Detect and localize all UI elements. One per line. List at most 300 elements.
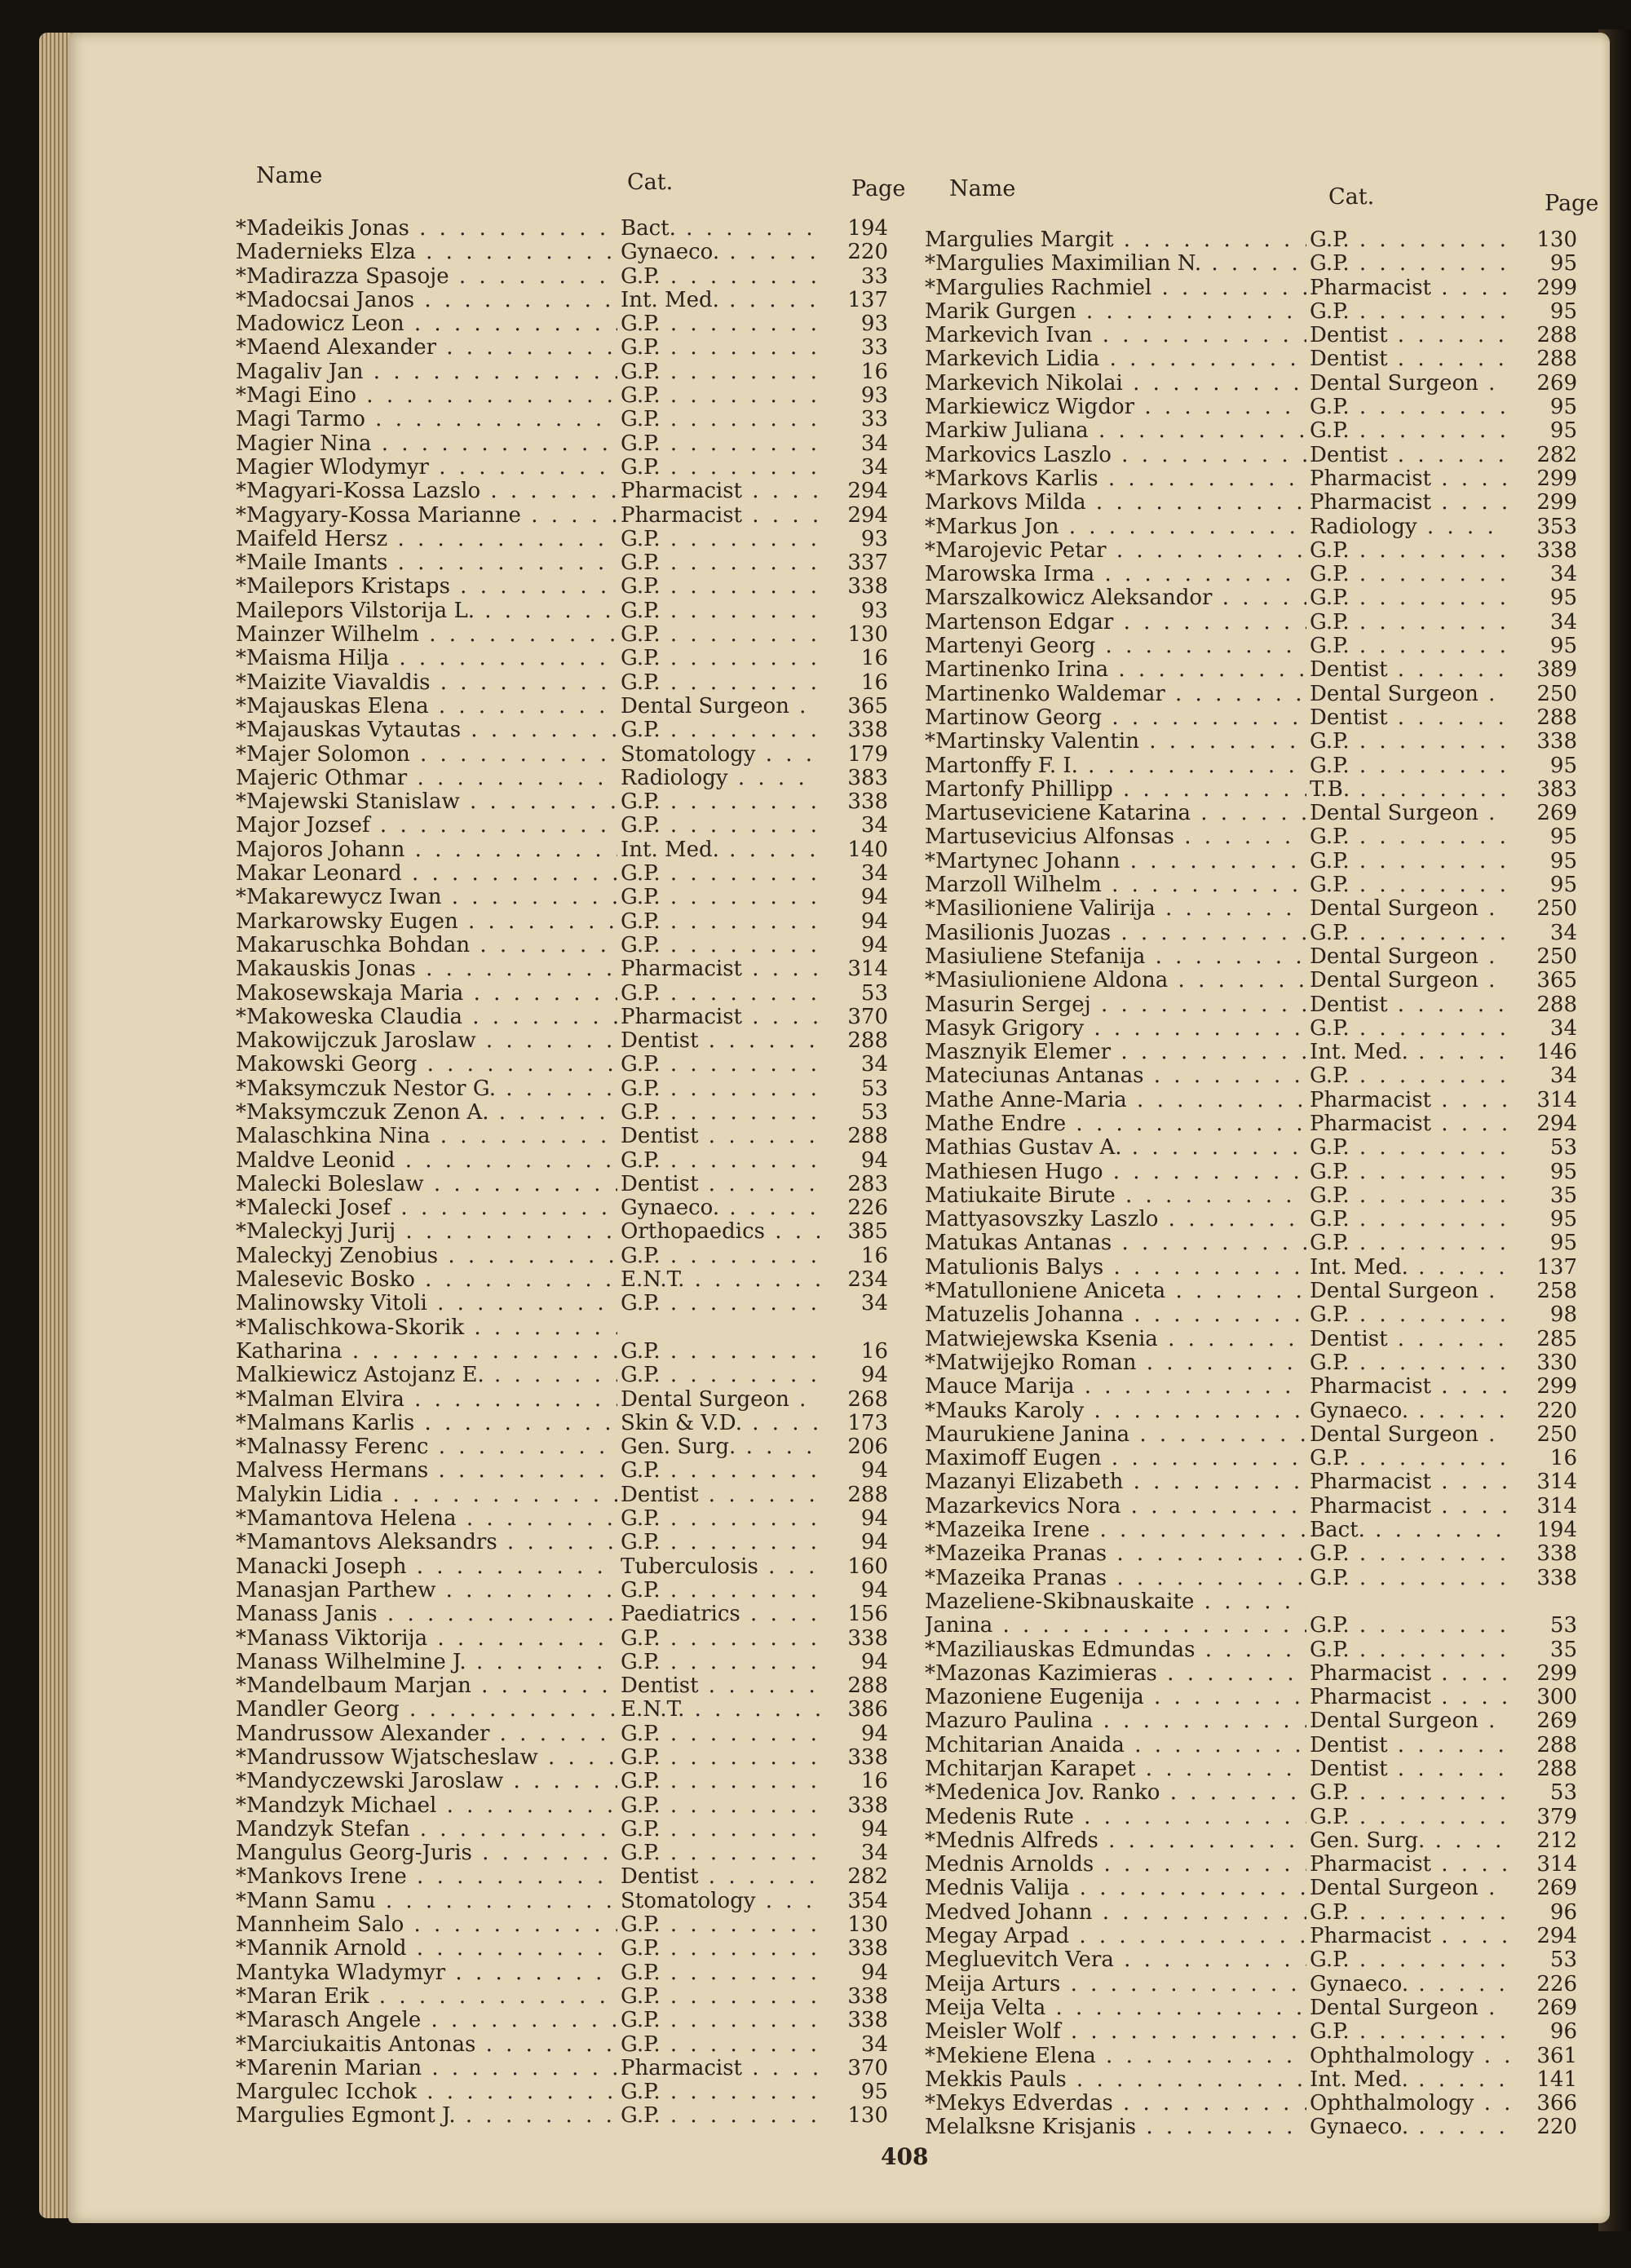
entry-name: *Maleckyj Jurij . . . bbox=[236, 1220, 617, 1244]
entry-category: Gen. Surg. . . . bbox=[1310, 1829, 1561, 1853]
entry-name: Martinow Georg . . . bbox=[925, 706, 1306, 730]
entry-row bbox=[925, 1208, 1577, 1231]
entry-row bbox=[236, 1412, 888, 1435]
entry-name: *Martynec Johann . . . bbox=[925, 850, 1306, 873]
entry-row bbox=[236, 1196, 888, 1220]
entry-row bbox=[925, 1017, 1577, 1041]
entry-page: 34 bbox=[1509, 1064, 1577, 1088]
entry-category: G.P. . . . bbox=[1310, 586, 1561, 610]
entry-page: 338 bbox=[1509, 730, 1577, 754]
entry-name: Mailepors Vilstorija L. . . . bbox=[236, 599, 617, 623]
entry-category: G.P. . . . bbox=[621, 1627, 872, 1651]
entry-page: 250 bbox=[1509, 945, 1577, 969]
entry-page: 337 bbox=[820, 551, 888, 575]
entry-name: Mazoniene Eugenija . . . bbox=[925, 1686, 1306, 1709]
entry-name: Malesevic Bosko . . . bbox=[236, 1268, 617, 1292]
header-page: Page bbox=[1545, 191, 1599, 216]
entry-category: Pharmacist . . . bbox=[1310, 1470, 1561, 1494]
entry-name: Mathe Anne-Maria . . . bbox=[925, 1089, 1306, 1112]
entry-name: *Marenin Marian . . . bbox=[236, 2057, 617, 2080]
entry-page: 206 bbox=[820, 1435, 888, 1459]
entry-page: 365 bbox=[820, 695, 888, 718]
entry-category: G.P. . . . bbox=[621, 384, 872, 408]
entry-row bbox=[236, 575, 888, 599]
entry-page: 95 bbox=[1509, 1208, 1577, 1231]
entry-name: Maldve Leonid . . . bbox=[236, 1149, 617, 1173]
entry-name: Malecki Boleslaw . . . bbox=[236, 1173, 617, 1196]
entry-page: 94 bbox=[820, 1531, 888, 1554]
entry-row bbox=[236, 1149, 888, 1173]
entry-category: Dentist . . . bbox=[1310, 706, 1561, 730]
entry-category: Dentist . . . bbox=[1310, 347, 1561, 371]
entry-name: Margulies Egmont J. . . . bbox=[236, 2104, 617, 2128]
entry-category: G.P. . . . bbox=[621, 575, 872, 599]
entry-page: 16 bbox=[1509, 1447, 1577, 1470]
entry-row bbox=[236, 384, 888, 408]
entry-row bbox=[236, 1292, 888, 1315]
entry-name: *Mankovs Irene . . . bbox=[236, 1865, 617, 1889]
entry-page: 283 bbox=[820, 1173, 888, 1196]
entry-name: *Mazeika Pranas . . . bbox=[925, 1567, 1306, 1590]
entry-name: *Markus Jon . . . bbox=[925, 515, 1306, 539]
entry-page: 338 bbox=[820, 790, 888, 814]
entry-row bbox=[925, 1161, 1577, 1184]
entry-name: Meija Arturs . . . bbox=[925, 1973, 1306, 1996]
entry-page: 16 bbox=[820, 671, 888, 695]
entry-category: G.P. . . . bbox=[621, 1101, 872, 1125]
entry-row bbox=[925, 1089, 1577, 1112]
entry-row bbox=[236, 1507, 888, 1531]
entry-page: 94 bbox=[820, 1364, 888, 1387]
entry-page: 94 bbox=[820, 1818, 888, 1841]
entry-category: G.P. . . . bbox=[621, 1913, 872, 1937]
entry-page: 389 bbox=[1509, 658, 1577, 682]
entry-name: *Majewski Stanislaw . . . bbox=[236, 790, 617, 814]
entry-category: Pharmacist . . . bbox=[1310, 491, 1561, 515]
entry-category: Pharmacist . . . bbox=[621, 480, 872, 503]
entry-name: Megluevitch Vera . . . bbox=[925, 1948, 1306, 1972]
entry-row bbox=[236, 623, 888, 647]
entry-row bbox=[925, 945, 1577, 969]
entry-name: Matuzelis Johanna . . . bbox=[925, 1303, 1306, 1327]
entry-page: 53 bbox=[1509, 1781, 1577, 1805]
entry-name: Mandzyk Stefan . . . bbox=[236, 1818, 617, 1841]
entry-row bbox=[925, 1470, 1577, 1494]
entry-row bbox=[236, 1006, 888, 1029]
entry-row bbox=[925, 2092, 1577, 2115]
entry-page: 269 bbox=[1509, 1709, 1577, 1733]
entry-category: G.P. . . . bbox=[621, 982, 872, 1006]
entry-row bbox=[925, 515, 1577, 539]
entry-category: G.P. . . . bbox=[1310, 228, 1561, 252]
entry-page: 93 bbox=[820, 312, 888, 336]
entry-row bbox=[925, 1328, 1577, 1351]
entry-category: G.P. . . . bbox=[1310, 1208, 1561, 1231]
entry-row bbox=[236, 1698, 888, 1722]
entry-category: Int. Med. . . . bbox=[1310, 2068, 1561, 2092]
entry-page: 299 bbox=[1509, 467, 1577, 491]
entry-row bbox=[925, 372, 1577, 396]
entry-page: 299 bbox=[1509, 276, 1577, 300]
entry-category: G.P. . . . bbox=[1310, 611, 1561, 634]
entry-name: *Mandrussow Wjatscheslaw . . . bbox=[236, 1746, 617, 1770]
entry-category: Pharmacist . . . bbox=[1310, 276, 1561, 300]
entry-category: Dental Surgeon . . . bbox=[621, 1388, 872, 1412]
entry-row bbox=[236, 1245, 888, 1268]
entry-page: 370 bbox=[820, 2057, 888, 2080]
entry-category: G.P. . . . bbox=[1310, 730, 1561, 754]
entry-name: *Maksymczuk Nestor G. . . . bbox=[236, 1077, 617, 1101]
entry-category: G.P. . . . bbox=[621, 551, 872, 575]
entry-page: 34 bbox=[820, 1292, 888, 1315]
entry-page: 146 bbox=[1509, 1041, 1577, 1064]
entry-category: G.P. . . . bbox=[621, 456, 872, 480]
header-category: Cat. bbox=[1328, 184, 1375, 210]
entry-page: 94 bbox=[820, 1722, 888, 1746]
entry-name: Malinowsky Vitoli . . . bbox=[236, 1292, 617, 1315]
entry-name: Martenyi Georg . . . bbox=[925, 634, 1306, 658]
entry-name: Martinenko Irina . . . bbox=[925, 658, 1306, 682]
entry-page: 95 bbox=[1509, 252, 1577, 276]
entry-category: G.P. . . . bbox=[621, 623, 872, 647]
entry-name: Markarowsky Eugen . . . bbox=[236, 910, 617, 934]
entry-page: 194 bbox=[820, 217, 888, 241]
entry-page: 330 bbox=[1509, 1351, 1577, 1375]
entry-page: 338 bbox=[1509, 1567, 1577, 1590]
entry-name: *Magyary-Kossa Marianne . . . bbox=[236, 504, 617, 528]
entry-category: Stomatology . . . bbox=[621, 743, 872, 767]
entry-page: 288 bbox=[820, 1125, 888, 1148]
entry-page: 95 bbox=[1509, 1231, 1577, 1255]
entry-name: *Mekys Edverdas . . . bbox=[925, 2092, 1306, 2115]
entry-name: Manass Janis . . . bbox=[236, 1603, 617, 1626]
entry-category: G.P. . . . bbox=[621, 1340, 872, 1364]
entry-page: 130 bbox=[820, 2104, 888, 2128]
entry-row bbox=[925, 1303, 1577, 1327]
entry-row bbox=[236, 1746, 888, 1770]
entry-category: Paediatrics . . . bbox=[621, 1603, 872, 1626]
entry-name: Maleckyj Zenobius . . . bbox=[236, 1245, 617, 1268]
entry-page: 34 bbox=[1509, 611, 1577, 634]
entry-row bbox=[236, 1651, 888, 1674]
entry-name: Makaruschka Bohdan . . . bbox=[236, 934, 617, 957]
entry-name: Magaliv Jan . . . bbox=[236, 360, 617, 384]
entry-category: G.P. . . . bbox=[621, 1794, 872, 1818]
entry-category: Pharmacist . . . bbox=[1310, 1375, 1561, 1399]
entry-row bbox=[925, 1447, 1577, 1470]
entry-page: 35 bbox=[1509, 1638, 1577, 1662]
entry-category: Int. Med. . . . bbox=[1310, 1256, 1561, 1280]
entry-name: *Maksymczuk Zenon A. . . . bbox=[236, 1101, 617, 1125]
entry-category: G.P. . . . bbox=[621, 1245, 872, 1268]
entry-page: 250 bbox=[1509, 1423, 1577, 1447]
entry-page: 314 bbox=[1509, 1853, 1577, 1877]
entry-category: G.P. . . . bbox=[621, 1507, 872, 1531]
entry-name: Magi Tarmo . . . bbox=[236, 408, 617, 431]
entry-row bbox=[236, 265, 888, 289]
entry-page: 338 bbox=[820, 1746, 888, 1770]
entry-name: *Malman Elvira . . . bbox=[236, 1388, 617, 1412]
header-name: Name bbox=[256, 163, 323, 188]
page-number: 408 bbox=[881, 2143, 929, 2170]
entry-page: 95 bbox=[1509, 396, 1577, 419]
entry-name: *Mann Samu . . . bbox=[236, 1890, 617, 1913]
entry-page: 314 bbox=[820, 957, 888, 981]
entry-row bbox=[236, 647, 888, 670]
entry-row bbox=[236, 1603, 888, 1626]
entry-category: G.P. . . . bbox=[621, 2104, 872, 2128]
entry-category: G.P. . . . bbox=[621, 790, 872, 814]
entry-page: 294 bbox=[1509, 1112, 1577, 1136]
entry-row bbox=[925, 1064, 1577, 1088]
entry-name: *Mednis Alfreds . . . bbox=[925, 1829, 1306, 1853]
entry-row bbox=[925, 1638, 1577, 1662]
entry-category: Pharmacist . . . bbox=[1310, 1112, 1561, 1136]
entry-page: 282 bbox=[1509, 444, 1577, 467]
entry-row bbox=[925, 2068, 1577, 2092]
entry-page: 288 bbox=[1509, 993, 1577, 1017]
entry-row bbox=[925, 1399, 1577, 1423]
entry-name: Megay Arpad . . . bbox=[925, 1925, 1306, 1948]
entry-row bbox=[236, 1674, 888, 1698]
entry-name: Mekkis Pauls . . . bbox=[925, 2068, 1306, 2092]
entry-row bbox=[236, 408, 888, 431]
entry-row bbox=[925, 491, 1577, 515]
entry-category: Int. Med. . . . bbox=[1310, 1041, 1561, 1064]
entry-page: 140 bbox=[820, 838, 888, 862]
entry-name: Mathe Endre . . . bbox=[925, 1112, 1306, 1136]
entry-row bbox=[925, 1280, 1577, 1303]
entry-page: 98 bbox=[1509, 1303, 1577, 1327]
entry-category: Dental Surgeon . . . bbox=[1310, 372, 1561, 396]
entry-category: Dental Surgeon . . . bbox=[621, 695, 872, 718]
entry-name: *Mamantova Helena . . . bbox=[236, 1507, 617, 1531]
entry-name: Marowska Irma . . . bbox=[925, 563, 1306, 586]
entry-category: Dentist . . . bbox=[621, 1125, 872, 1148]
entry-category: Dentist . . . bbox=[1310, 444, 1561, 467]
entry-name: Mannheim Salo . . . bbox=[236, 1913, 617, 1937]
entry-name: Mandler Georg . . . bbox=[236, 1698, 617, 1722]
entry-page: 95 bbox=[1509, 873, 1577, 897]
entry-category: Pharmacist . . . bbox=[621, 1006, 872, 1029]
entry-name: *Makoweska Claudia . . . bbox=[236, 1006, 617, 1029]
entry-page: 93 bbox=[820, 528, 888, 551]
entry-category: Dentist . . . bbox=[1310, 324, 1561, 347]
entry-row bbox=[236, 2009, 888, 2032]
entry-name: *Malecki Josef . . . bbox=[236, 1196, 617, 1220]
entry-category: Int. Med. . . . bbox=[621, 289, 872, 312]
entry-name: Matukas Antanas . . . bbox=[925, 1231, 1306, 1255]
entry-row bbox=[236, 336, 888, 360]
entry-name: *Masilioniene Valirija . . . bbox=[925, 897, 1306, 921]
entry-row bbox=[925, 2020, 1577, 2044]
entry-category: Gynaeco. . . . bbox=[621, 241, 872, 264]
entry-row bbox=[925, 1662, 1577, 1686]
entry-row bbox=[925, 396, 1577, 419]
entry-page: 288 bbox=[1509, 1757, 1577, 1781]
entry-row bbox=[925, 276, 1577, 300]
entry-category: Pharmacist . . . bbox=[1310, 467, 1561, 491]
entry-category: Radiology . . . bbox=[621, 767, 872, 790]
entry-category: G.P. . . . bbox=[1310, 1447, 1561, 1470]
entry-row bbox=[925, 873, 1577, 897]
entry-row bbox=[925, 2045, 1577, 2068]
entry-row bbox=[925, 444, 1577, 467]
entry-row bbox=[236, 360, 888, 384]
entry-category: Ophthalmology . . . bbox=[1310, 2092, 1561, 2115]
entry-category: Dental Surgeon . . . bbox=[1310, 683, 1561, 706]
entry-category: G.P. . . . bbox=[621, 1651, 872, 1674]
entry-category: G.P. . . . bbox=[621, 1364, 872, 1387]
entry-name: *Mamantovs Aleksandrs . . . bbox=[236, 1531, 617, 1554]
entry-page: 269 bbox=[1509, 1996, 1577, 2020]
entry-row bbox=[925, 1256, 1577, 1280]
entry-page: 34 bbox=[820, 814, 888, 838]
entry-name: Manass Wilhelmine J. . . . bbox=[236, 1651, 617, 1674]
entry-name: *Madocsai Janos . . . bbox=[236, 289, 617, 312]
entry-row bbox=[925, 1948, 1577, 1972]
entry-row bbox=[236, 934, 888, 957]
entry-name: *Malischkowa-Skorik . . . bbox=[236, 1316, 617, 1340]
entry-row bbox=[236, 718, 888, 742]
entry-name: Marik Gurgen . . . bbox=[925, 300, 1306, 324]
entry-page: 95 bbox=[1509, 419, 1577, 443]
entry-name: *Masiulioniene Aldona . . . bbox=[925, 969, 1306, 993]
entry-category: G.P. . . . bbox=[621, 1292, 872, 1315]
entry-page: 34 bbox=[820, 1841, 888, 1865]
entry-row bbox=[236, 814, 888, 838]
entry-name: *Makarewycz Iwan . . . bbox=[236, 886, 617, 909]
entry-name: Medenis Rute . . . bbox=[925, 1806, 1306, 1829]
entry-row bbox=[236, 1435, 888, 1459]
entry-name: Martinenko Waldemar . . . bbox=[925, 683, 1306, 706]
entry-category: Radiology . . . bbox=[1310, 515, 1561, 539]
entry-row bbox=[925, 1136, 1577, 1160]
entry-row bbox=[925, 1495, 1577, 1519]
entry-name: Mangulus Georg-Juris . . . bbox=[236, 1841, 617, 1865]
entry-name: *Maisma Hilja . . . bbox=[236, 647, 617, 670]
entry-name: Mednis Valija . . . bbox=[925, 1877, 1306, 1900]
entry-name: *Markovs Karlis . . . bbox=[925, 467, 1306, 491]
entry-category: G.P. . . . bbox=[1310, 850, 1561, 873]
entry-row bbox=[925, 1351, 1577, 1375]
entry-category: Pharmacist . . . bbox=[621, 2057, 872, 2080]
entry-row bbox=[925, 347, 1577, 371]
entry-page: 194 bbox=[1509, 1519, 1577, 1542]
entry-category: G.P. . . . bbox=[1310, 1351, 1561, 1375]
entry-page: 282 bbox=[820, 1865, 888, 1889]
entry-name: Makosewskaja Maria . . . bbox=[236, 982, 617, 1006]
entry-row bbox=[925, 825, 1577, 849]
entry-category: Gynaeco. . . . bbox=[1310, 1399, 1561, 1423]
entry-row bbox=[236, 957, 888, 981]
entry-row bbox=[236, 982, 888, 1006]
entry-name: *Magi Eino . . . bbox=[236, 384, 617, 408]
entry-page: 220 bbox=[1509, 1399, 1577, 1423]
entry-category: Dentist . . . bbox=[1310, 658, 1561, 682]
entry-page: 338 bbox=[1509, 539, 1577, 563]
entry-page: 156 bbox=[820, 1603, 888, 1626]
entry-row bbox=[925, 1375, 1577, 1399]
entry-page: 130 bbox=[820, 1913, 888, 1937]
entry-name: *Maziliauskas Edmundas . . . bbox=[925, 1638, 1306, 1662]
entry-category: Pharmacist . . . bbox=[1310, 1662, 1561, 1686]
entry-name: Majeric Othmar . . . bbox=[236, 767, 617, 790]
entry-name: Martenson Edgar . . . bbox=[925, 611, 1306, 634]
entry-name: Margulies Margit . . . bbox=[925, 228, 1306, 252]
entry-row bbox=[236, 504, 888, 528]
entry-page: 179 bbox=[820, 743, 888, 767]
entry-category: G.P. . . . bbox=[621, 1770, 872, 1793]
entry-page: 353 bbox=[1509, 515, 1577, 539]
entry-category: G.P. . . . bbox=[621, 886, 872, 909]
entry-row bbox=[925, 1686, 1577, 1709]
entry-category: Dental Surgeon . . . bbox=[1310, 1280, 1561, 1303]
entry-category: E.N.T. . . . bbox=[621, 1268, 872, 1292]
entry-category: G.P. . . . bbox=[621, 1985, 872, 2009]
entry-row bbox=[925, 1853, 1577, 1877]
entry-row bbox=[925, 2115, 1577, 2139]
entry-category: G.P. . . . bbox=[1310, 1303, 1561, 1327]
entry-category: Pharmacist . . . bbox=[1310, 1495, 1561, 1519]
entry-page: 94 bbox=[820, 1459, 888, 1483]
entry-name: Marzoll Wilhelm . . . bbox=[925, 873, 1306, 897]
entry-row bbox=[925, 1231, 1577, 1255]
entry-row bbox=[236, 1101, 888, 1125]
entry-name: Masiuliene Stefanija . . . bbox=[925, 945, 1306, 969]
entry-page: 160 bbox=[820, 1555, 888, 1579]
entry-category: G.P. . . . bbox=[1310, 563, 1561, 586]
entry-row bbox=[236, 1841, 888, 1865]
entry-name: Katharina . . . bbox=[236, 1340, 617, 1364]
entry-row bbox=[236, 838, 888, 862]
entry-page: 95 bbox=[1509, 850, 1577, 873]
entry-page: 94 bbox=[820, 1149, 888, 1173]
entry-row bbox=[925, 1112, 1577, 1136]
entry-row bbox=[925, 1184, 1577, 1208]
entry-name: *Mauks Karoly . . . bbox=[925, 1399, 1306, 1423]
entry-page: 338 bbox=[820, 1937, 888, 1961]
entry-name: Margulec Icchok . . . bbox=[236, 2080, 617, 2104]
entry-category: Ophthalmology . . . bbox=[1310, 2045, 1561, 2068]
entry-name: *Marciukaitis Antonas . . . bbox=[236, 2033, 617, 2057]
entry-page: 338 bbox=[820, 575, 888, 599]
entry-name: Maximoff Eugen . . . bbox=[925, 1447, 1306, 1470]
entry-category: G.P. . . . bbox=[621, 910, 872, 934]
entry-row bbox=[925, 658, 1577, 682]
entry-row bbox=[236, 551, 888, 575]
entry-name: Makowski Georg . . . bbox=[236, 1053, 617, 1077]
entry-page: 338 bbox=[820, 1985, 888, 2009]
entry-name: Martusevicius Alfonsas . . . bbox=[925, 825, 1306, 849]
entry-name: Maurukiene Janina . . . bbox=[925, 1423, 1306, 1447]
entry-page: 53 bbox=[1509, 1136, 1577, 1160]
entry-name: *Mazeika Irene . . . bbox=[925, 1519, 1306, 1542]
entry-page: 370 bbox=[820, 1006, 888, 1029]
entry-row bbox=[236, 1890, 888, 1913]
entry-page: 250 bbox=[1509, 897, 1577, 921]
entry-category: Gen. Surg. . . . bbox=[621, 1435, 872, 1459]
entry-row bbox=[236, 1316, 888, 1340]
entry-row bbox=[925, 1542, 1577, 1566]
entry-category: G.P. . . . bbox=[621, 2080, 872, 2104]
entry-category: G.P. . . . bbox=[1310, 922, 1561, 945]
entry-page: 383 bbox=[1509, 778, 1577, 802]
entry-name: Markovics Laszlo . . . bbox=[925, 444, 1306, 467]
entry-name: *Maile Imants . . . bbox=[236, 551, 617, 575]
entry-row bbox=[925, 1973, 1577, 1996]
entry-category: G.P. . . . bbox=[621, 934, 872, 957]
